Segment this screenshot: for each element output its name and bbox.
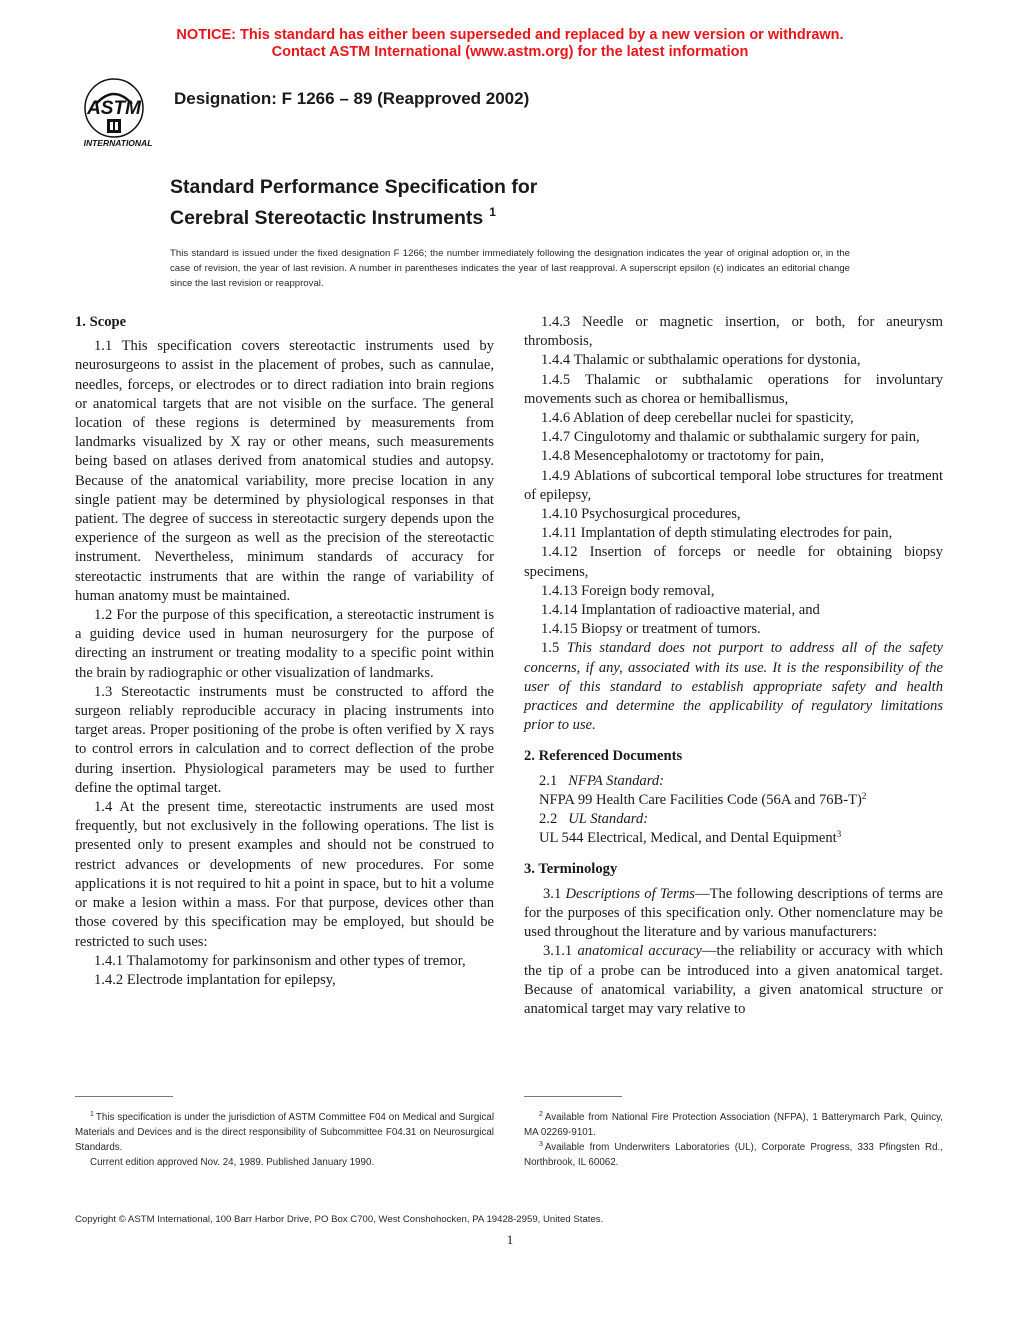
footnote-divider-left [75, 1096, 173, 1097]
footnotes-right [524, 1110, 943, 1170]
list-item: 1.4.15 Biopsy or treatment of tumors. [541, 621, 761, 638]
scope-1-5 [524, 639, 943, 735]
list-item: 1.4.13 Foreign body removal, [541, 582, 715, 599]
logo-caption: INTERNATIONAL [83, 138, 153, 148]
footnote-divider-right [524, 1096, 622, 1097]
list-item: 1.4.8 Mesencephalotomy or tractotomy for pain, [541, 448, 824, 465]
footnote-2-text: Available from National Fire Protection Association (NFPA), 1 Batterymarch Park, Quincy, MA 02269-9101. [524, 1112, 943, 1138]
footnote-3 [524, 1140, 943, 1170]
terminology-3-1-1-text: —the reliability or accuracy with which the tip of a probe can be introduced into a given anatomical target. Because of anatomical variability, a given anatomical structure or anatomical target may vary relative to [524, 943, 944, 1017]
terminology-3-1-1 [524, 942, 943, 1019]
ref-ul-544 [524, 829, 943, 848]
footnote-2 [524, 1110, 943, 1140]
list-item: 1.4.6 Ablation of deep cerebellar nuclei for spasticity, [541, 410, 854, 427]
ref-2-1 [524, 772, 943, 791]
ref-2-2-label: UL Standard: [568, 811, 649, 828]
ref-nfpa-footnote-mark: 2 [861, 790, 867, 801]
list-item: 1.4.10 Psychosurgical procedures, [541, 506, 741, 523]
title-footnote-mark: 1 [489, 205, 496, 219]
terminology-3-1-1-term: anatomical accuracy [577, 943, 702, 960]
copyright: Copyright © ASTM International, 100 Barr Harbor Drive, PO Box C700, West Conshohocken, PA 19428-2959, United States. [75, 1214, 604, 1225]
list-item: 1.4.4 Thalamic or subthalamic operations for dystonia, [541, 352, 861, 369]
issued-note: This standard is issued under the fixed designation F 1266; the number immediately following the designation indicates the year of original adoption or, in the case of revision, the year of last revision. A number in parentheses indicates the year of last reapproval. A superscript epsilon (ϵ) indicates an editorial change since the last revision or reapproval. [170, 248, 850, 289]
notice-line-1: NOTICE: This standard has either been superseded and replaced by a new version or withdrawn. [176, 27, 844, 43]
list-item: 1.4.12 Insertion of forceps or needle for obtaining biopsy specimens, [524, 544, 943, 580]
list-item: 1.4.14 Implantation of radioactive material, and [541, 602, 820, 619]
logo-letters: ASTM [87, 98, 141, 119]
notice-line-2: Contact ASTM International (www.astm.org) for the latest information [271, 44, 749, 60]
list-item: 1.4.7 Cingulotomy and thalamic or subthalamic surgery for pain, [541, 429, 920, 446]
referenced-documents-heading: 2. Referenced Documents [524, 748, 683, 765]
ref-nfpa-99-text: NFPA 99 Health Care Facilities Code (56A and 76B-T) [539, 791, 862, 808]
ref-2-2 [524, 810, 943, 829]
ref-2-1-number: 2.1 [539, 772, 558, 789]
terminology-3-1 [524, 885, 943, 943]
supersession-notice [0, 27, 1020, 61]
list-item: 1.4.1 Thalamotomy for parkinsonism and other types of tremor, [94, 952, 466, 969]
footnote-3-text: Available from Underwriters Laboratories (UL), Corporate Progress, 333 Pfingsten Rd., Northbrook, IL 60062. [524, 1142, 943, 1168]
list-item: 1.4.5 Thalamic or subthalamic operations for involuntary movements such as chorea or hemiballismus, [524, 371, 943, 407]
scope-1-3: 1.3 Stereotactic instruments must be constructed to afford the surgeon reliably reproducible accuracy in placing instruments into target areas. Proper positioning of the probe is often verified by X rays to control errors in calculation and to correct deflection of the probe during insertion. Physiological parameters may be used to further define the optimal target. [75, 683, 494, 796]
list-item: 1.4.9 Ablations of subcortical temporal lobe structures for treatment of epilepsy, [524, 467, 943, 503]
ref-2-1-label: NFPA Standard: [568, 772, 665, 789]
ref-ul-footnote-mark: 3 [836, 829, 842, 840]
list-item: 1.4.3 Needle or magnetic insertion, or both, for aneurysm thrombosis, [524, 314, 943, 350]
footnote-1-text: This specification is under the jurisdiction of ASTM Committee F04 on Medical and Surgical Materials and Devices and is the direct responsibility of Subcommittee F04.31 on Neurosurgical Standards. [75, 1112, 494, 1153]
scope-1-5-text: This standard does not purport to address all of the safety concerns, if any, associated with its use. It is the responsibility of the user of this standard to establish appropriate safety and health practices and determine the applicability of regulatory limitations prior to use. [524, 640, 943, 734]
ref-nfpa-99 [524, 791, 943, 810]
title-line-1: Standard Performance Specification for [170, 176, 538, 198]
scope-1-1: 1.1 This specification covers stereotactic instruments used by neurosurgeons to assist in the placement of probes, such as cannulae, needles, forceps, or electrodes or to direct radiation into brain regions or anatomical targets that are not visible on the surface. The general location of these regions is determined by measurements from landmarks visualized by X ray or other means, such measurements being based on atlases derived from anatomical studies and autopsy. Because of the anatomical variability, more precise location in any single patient may be determined by physiological responses in that patient. The degree of success in stereotactic surgery depends upon the experience of the surgeon as well as the precision of the stereotactic instrument. Nevertheless, minimum standards of accuracy for stereotactic instruments that are within the range of variability of human anatomy must be maintained. [75, 338, 494, 604]
right-column [524, 313, 943, 1019]
title-line-2 [170, 200, 537, 231]
terminology-heading: 3. Terminology [524, 861, 618, 878]
footnote-1-edition: Current edition approved Nov. 24, 1989. Published January 1990. [90, 1157, 375, 1168]
footnote-3-mark: 3 [539, 1141, 543, 1148]
terminology-3-1-text: —The following descriptions of terms are for the purposes of this specification only. Other nomenclature may be used throughout the literature and by various manufacturers: [524, 885, 943, 941]
designation: Designation: F 1266 – 89 (Reapproved 2002) [174, 89, 530, 108]
footnotes-left [75, 1110, 494, 1170]
terminology-3-1-term: Descriptions of Terms [565, 885, 695, 902]
terminology-3-1-1-number: 3.1.1 [543, 943, 573, 960]
terminology-3-1-number: 3.1 [543, 885, 562, 902]
scope-1-4: 1.4 At the present time, stereotactic instruments are used most frequently, but not exclusively in the following operations. The list is presented only to present examples and should not be construed to restrict advances or developments of new procedures. For some applications it is not required to hit a point in space, but to hit a volume or make a lesion within a mass. For that purpose, devices other than those covered by this specification may be employed, but should be restricted to such uses: [75, 799, 494, 950]
scope-1-5-number: 1.5 [541, 640, 560, 657]
title-line-2-text: Cerebral Stereotactic Instruments [170, 207, 484, 229]
scope-heading: 1. Scope [75, 314, 127, 330]
footnote-1 [75, 1110, 494, 1155]
left-column [75, 313, 494, 990]
ref-ul-544-text: UL 544 Electrical, Medical, and Dental Equipment [539, 830, 837, 847]
list-item: 1.4.2 Electrode implantation for epilepsy, [94, 971, 336, 988]
ref-2-2-number: 2.2 [539, 811, 558, 828]
standard-title [170, 175, 537, 231]
astm-logo [74, 76, 162, 150]
list-item: 1.4.11 Implantation of depth stimulating electrodes for pain, [541, 525, 893, 542]
scope-1-2: 1.2 For the purpose of this specification, a stereotactic instrument is a guiding device used in human neurosurgery for the purpose of directing an instrument or treating modality to a specific point within the brain by radiographic or other visualization of landmarks. [75, 607, 494, 681]
footnote-2-mark: 2 [539, 1111, 543, 1118]
page-number: 1 [506, 1232, 514, 1247]
footnote-1-mark: 1 [90, 1111, 94, 1118]
